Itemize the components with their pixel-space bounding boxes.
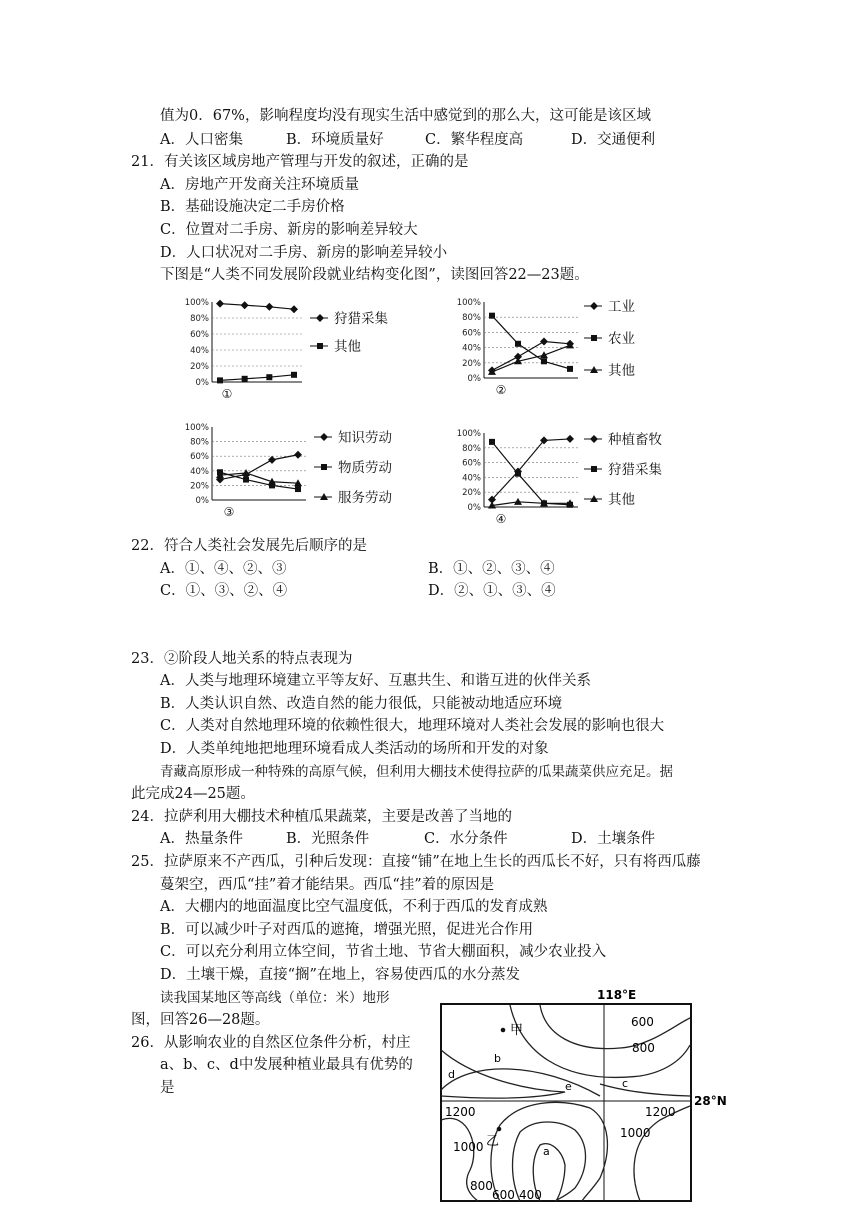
series-line: [492, 342, 570, 371]
data-point: [566, 435, 574, 443]
legend-marker: [591, 335, 597, 341]
question-25: 25．拉萨原来不产西瓜，引种后发现：直接“铺”在地上生长的西瓜长不好，只有将西瓜藤: [131, 854, 701, 870]
y-tick-label: 80%: [462, 443, 481, 454]
svg-text:甲: 甲: [510, 1023, 524, 1038]
legend-label: 狩猎采集: [334, 311, 388, 327]
data-point: [269, 482, 275, 488]
data-point: [540, 499, 548, 506]
option-c: C．位置对二手房、新房的影响差异较大: [160, 222, 418, 238]
option-a: A．房地产开发商关注环境质量: [160, 177, 359, 193]
option-b: B．人类认识自然、改造自然的能力很低，只能被动地适应环境: [160, 696, 563, 712]
data-point: [489, 439, 495, 445]
data-point: [268, 456, 276, 464]
option-a: A．人类与地理环境建立平等友好、互惠共生、和谐互进的伙伴关系: [160, 673, 591, 689]
legend-marker: [320, 493, 328, 500]
option-a: A．人口密集: [160, 132, 243, 148]
legend-label: 物质劳动: [338, 460, 392, 476]
data-point: [265, 303, 273, 311]
svg-text:d: d: [448, 1068, 455, 1081]
legend-label: 种植畜牧: [608, 432, 662, 448]
data-point: [268, 478, 276, 485]
svg-text:e: e: [565, 1080, 572, 1093]
series-line: [492, 316, 570, 369]
y-tick-label: 40%: [190, 466, 209, 477]
y-tick-label: 100%: [456, 429, 481, 439]
chart-id: ③: [223, 505, 235, 519]
series-line: [220, 455, 298, 480]
data-point: [540, 351, 548, 358]
option-a: A．大棚内的地面温度比空气温度低，不利于西瓜的发育成熟: [160, 899, 548, 915]
question-21: 21．有关该区域房地产管理与开发的叙述，正确的是: [131, 154, 469, 170]
data-point: [242, 470, 250, 478]
chart-id: ④: [495, 512, 507, 526]
option-a: A．热量条件: [160, 831, 243, 847]
data-point: [295, 486, 301, 492]
legend-label: 狩猎采集: [608, 462, 662, 478]
chart-id: ①: [221, 387, 233, 401]
legend-marker: [317, 343, 323, 349]
svg-text:c: c: [622, 1077, 629, 1090]
svg-text:乙: 乙: [486, 1134, 500, 1149]
question-26-cont: 是: [160, 1080, 175, 1096]
y-tick-label: 20%: [462, 488, 481, 499]
y-tick-label: 80%: [190, 437, 209, 448]
data-point: [243, 477, 249, 483]
question-23: 23．②阶段人地关系的特点表现为: [131, 651, 353, 667]
question-26: 26．从影响农业的自然区位条件分析，村庄: [131, 1035, 411, 1051]
text-line: 值为0．67%，影响程度均没有现实生活中感觉到的那么大，这可能是该区域: [160, 108, 651, 124]
y-tick-label: 60%: [462, 458, 481, 469]
y-tick-label: 20%: [462, 358, 481, 369]
y-tick-label: 20%: [190, 481, 209, 492]
legend-marker: [590, 366, 598, 373]
data-point: [217, 377, 223, 383]
legend-marker: [320, 433, 328, 441]
legend-marker: [590, 302, 598, 310]
series-line: [220, 375, 294, 381]
data-point: [515, 471, 521, 477]
series-line: [492, 442, 570, 505]
option-b: B．可以减少叶子对西瓜的遮掩，增强光照，促进光合作用: [160, 922, 534, 938]
data-point: [515, 341, 521, 347]
data-point: [566, 340, 574, 348]
legend-label: 工业: [608, 299, 635, 315]
option-b: B．基础设施决定二手房价格: [160, 199, 345, 215]
svg-text:600: 600: [631, 1015, 654, 1029]
data-point: [567, 502, 573, 508]
data-point: [488, 368, 496, 375]
data-point: [567, 366, 573, 372]
y-tick-label: 100%: [184, 298, 209, 308]
y-tick-label: 100%: [456, 298, 481, 308]
option-b: B．①、②、③、④: [428, 561, 555, 577]
data-point: [291, 372, 297, 378]
data-point: [514, 498, 522, 505]
question-22: 22．符合人类社会发展先后顺序的是: [131, 538, 367, 554]
option-c: C．①、③、②、④: [160, 583, 288, 599]
svg-text:600: 600: [492, 1188, 515, 1202]
intro-26-cont: 图，回答26—28题。: [131, 1012, 270, 1028]
option-d: D．土壤条件: [571, 831, 656, 847]
legend-marker: [590, 435, 598, 443]
y-tick-label: 20%: [190, 362, 209, 372]
data-point: [488, 496, 496, 504]
svg-text:a: a: [543, 1145, 550, 1158]
data-point: [290, 305, 298, 313]
series-line: [492, 439, 570, 500]
data-point: [540, 338, 548, 346]
data-point: [216, 300, 224, 308]
legend-marker: [321, 464, 327, 470]
option-a: A．①、④、②、③: [160, 561, 287, 577]
y-tick-label: 60%: [190, 330, 209, 340]
intro-26: 读我国某地区等高线（单位：米）地形: [160, 990, 390, 1006]
y-tick-label: 60%: [190, 452, 209, 463]
svg-text:1200: 1200: [645, 1105, 676, 1119]
option-d: D．交通便利: [571, 132, 656, 148]
data-point: [266, 374, 272, 380]
question-24: 24．拉萨利用大棚技术种植瓜果蔬菜，主要是改善了当地的: [131, 809, 512, 825]
option-b: B．光照条件: [286, 831, 370, 847]
y-tick-label: 0%: [195, 378, 209, 388]
y-tick-label: 40%: [190, 346, 209, 356]
legend-label: 知识劳动: [338, 430, 392, 446]
y-tick-label: 0%: [467, 503, 481, 513]
data-point: [216, 476, 224, 484]
svg-text:1200: 1200: [445, 1105, 476, 1119]
y-tick-label: 40%: [462, 343, 481, 354]
y-tick-label: 40%: [462, 473, 481, 484]
question-25-cont: 蔓架空，西瓜“挂”着才能结果。西瓜“挂”着的原因是: [160, 877, 495, 893]
y-tick-label: 60%: [462, 328, 481, 339]
legend-label: 服务劳动: [338, 490, 392, 506]
option-b: B．环境质量好: [286, 132, 384, 148]
data-point: [514, 357, 522, 364]
chart-id: ②: [495, 383, 507, 397]
series-line: [492, 345, 570, 372]
y-tick-label: 80%: [190, 314, 209, 324]
y-tick-label: 0%: [195, 496, 209, 506]
svg-text:1000: 1000: [453, 1140, 484, 1154]
option-c: C．繁华程度高: [425, 132, 524, 148]
intro-24-cont: 此完成24—25题。: [131, 786, 255, 802]
data-point: [566, 499, 574, 506]
data-point: [216, 471, 224, 478]
legend-label: 其他: [608, 363, 635, 379]
question-26-cont: a、b、c、d中发展种植业最具有优势的: [160, 1057, 413, 1073]
data-point: [217, 469, 223, 475]
y-tick-label: 80%: [462, 313, 481, 324]
series-line: [220, 473, 298, 483]
legend-label: 农业: [608, 331, 635, 347]
intro-22: 下图是“人类不同发展阶段就业结构变化图”，读图回答22—23题。: [160, 267, 589, 283]
data-point: [541, 500, 547, 506]
data-point: [514, 353, 522, 361]
series-line: [220, 304, 294, 310]
legend-label: 其他: [334, 339, 361, 355]
legend-marker: [591, 466, 597, 472]
svg-text:800: 800: [470, 1179, 493, 1193]
series-line: [492, 502, 570, 506]
data-point: [242, 469, 250, 476]
legend-marker: [590, 495, 598, 502]
data-point: [514, 467, 522, 475]
svg-text:1000: 1000: [620, 1126, 651, 1140]
data-point: [489, 313, 495, 319]
data-point: [294, 451, 302, 459]
svg-text:b: b: [494, 1052, 501, 1065]
svg-text:118°E: 118°E: [597, 988, 637, 1002]
option-d: D．人类单纯地把地理环境看成人类活动的场所和开发的对象: [160, 741, 549, 757]
intro-24: 青藏高原形成一种特殊的高原气候，但利用大棚技术使得拉萨的瓜果蔬菜供应充足。据: [160, 764, 673, 780]
data-point: [540, 436, 548, 444]
legend-marker: [316, 314, 324, 322]
y-tick-label: 100%: [184, 423, 209, 433]
series-line: [220, 472, 298, 489]
data-point: [294, 479, 302, 486]
y-tick-label: 0%: [467, 374, 481, 384]
data-point: [488, 366, 496, 374]
data-point: [242, 376, 248, 382]
svg-text:800: 800: [632, 1041, 655, 1055]
data-point: [541, 358, 547, 364]
option-d: D．②、①、③、④: [428, 583, 556, 599]
option-c: C．可以充分利用立体空间，节省土地、节省大棚面积，减少农业投入: [160, 944, 607, 960]
option-d: D．土壤干燥，直接“搁”在地上，容易使西瓜的水分蒸发: [160, 967, 520, 983]
option-c: C．人类对自然地理环境的依赖性很大，地理环境对人类社会发展的影响也很大: [160, 718, 665, 734]
option-d: D．人口状况对二手房、新房的影响差异较小: [160, 245, 448, 261]
data-point: [566, 341, 574, 348]
option-c: C．水分条件: [424, 831, 508, 847]
data-point: [488, 502, 496, 509]
data-point: [241, 301, 249, 309]
legend-label: 其他: [608, 492, 635, 508]
svg-text:28°N: 28°N: [694, 1094, 727, 1108]
svg-text:400: 400: [519, 1188, 542, 1202]
